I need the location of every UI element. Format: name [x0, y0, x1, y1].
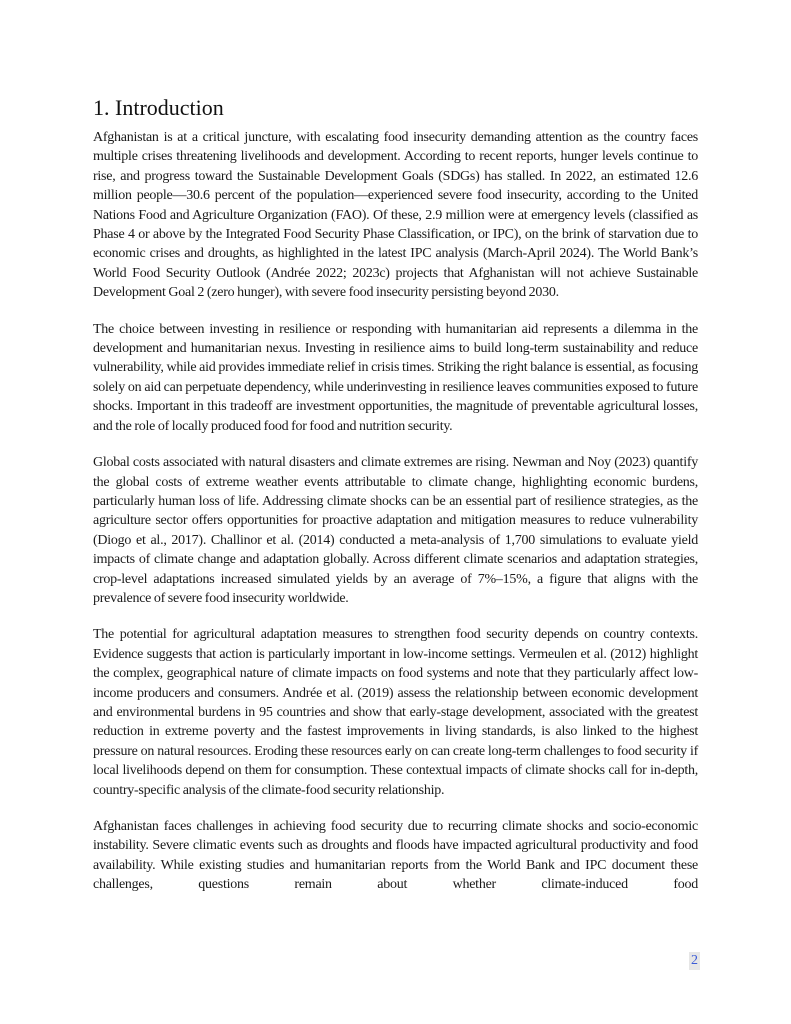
section-heading: 1. Introduction — [93, 95, 224, 120]
paragraph-1: Afghanistan is at a critical juncture, with escalating food insecurity demanding attention as the country faces multiple crises threatening livelihoods and development. According to recent reports, hunger levels continue to rise, and progress toward the Sustainable Development Goals (SDGs) has stalled. In 2022, an estimated 12.6 million people—30.6 percent of the population—experienced severe food insecurity, according to the United Nations Food and Agriculture Organization (FAO). Of these, 2.9 million were at emergency levels (classified as Phase 4 or above by the Integrated Food Security Phase Classification, or IPC), on the brink of starvation due to economic crises and droughts, as highlighted in the latest IPC analysis (March-April 2024). The World Bank’s World Food Security Outlook (Andrée 2022; 2023c) projects that Afghanistan will not achieve Sustainable Development Goal 2 (zero hunger), with severe food insecurity persisting beyond 2030. — [93, 130, 698, 301]
page-number[interactable]: 2 — [691, 953, 698, 968]
paragraph-4: The potential for agricultural adaptation measures to strengthen food security depends on country contexts. Evidence suggests that action is particularly important in low-income settings. Vermeulen et al. (2012) highlight the complex, geographical nature of climate impacts on food systems and note that they particularly affect low-income producers and consumers. Andrée et al. (2019) assess the relationship between economic development and environmental burdens in 95 countries and show that early-stage development, associated with the greatest reduction in extreme poverty and the fastest improvements in living standards, is also linked to the highest pressure on natural resources. Eroding these resources early on can create long-term challenges to food security if local livelihoods depend on them for consumption. These contextual impacts of climate shocks call for in-depth, country-specific analysis of the climate-food security relationship. — [93, 627, 698, 798]
document-page — [93, 94, 698, 895]
paragraph-5: Afghanistan faces challenges in achieving food security due to recurring climate shocks and socio-economic instability. Severe climatic events such as droughts and floods have impacted agricultural productivity and food availability. While existing studies and humanitarian reports from the World Bank and IPC document these challenges, questions remain about whether climate-induced food — [93, 819, 698, 893]
paragraph-2: The choice between investing in resilience or responding with humanitarian aid represents a dilemma in the development and humanitarian nexus. Investing in resilience aims to build long-term sustainability and reduce vulnerability, while aid provides immediate relief in crisis times. Striking the right balance is essential, as focusing solely on aid can perpetuate dependency, while underinvesting in resilience leaves communities exposed to future shocks. Important in this tradeoff are investment opportunities, the magnitude of preventable agricultural losses, and the role of locally produced food for food and nutrition security. — [93, 321, 698, 434]
paragraph-3: Global costs associated with natural disasters and climate extremes are rising. Newman and Noy (2023) quantify the global costs of extreme weather events attributable to climate change, highlighting economic burdens, particularly human loss of life. Addressing climate shocks can be an essential part of resilience strategies, as the agriculture sector offers opportunities for proactive adaptation and mitigation measures to reduce vulnerability (Diogo et al., 2017). Challinor et al. (2014) conducted a meta-analysis of 1,700 simulations to evaluate yield impacts of climate change and adaptation globally. Across different climate scenarios and adaptation strategies, crop-level adaptations increased simulated yields by an average of 7%–15%, a figure that aligns with the prevalence of severe food insecurity worldwide. — [93, 455, 698, 606]
